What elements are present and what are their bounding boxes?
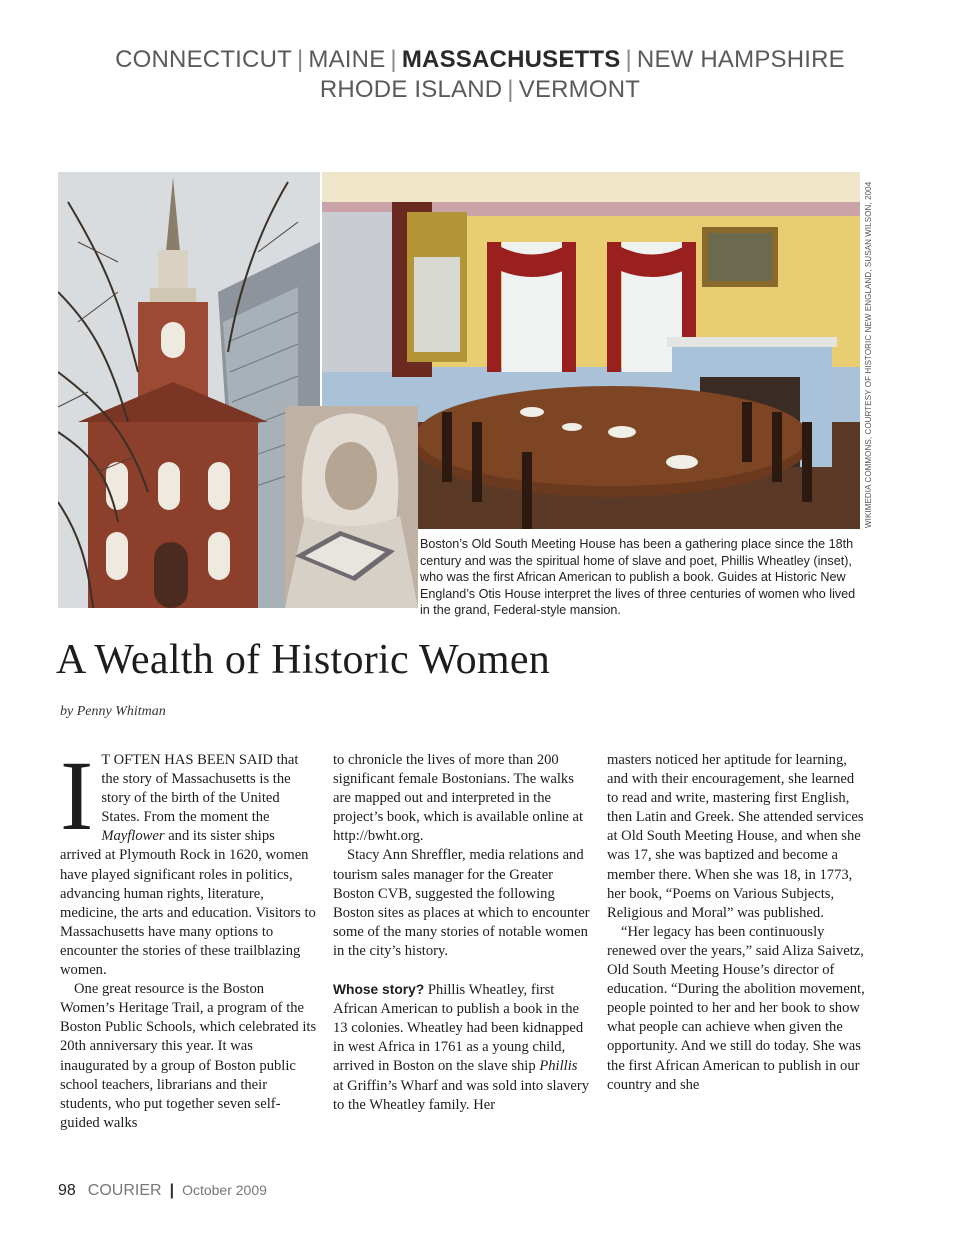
- page-footer: [58, 1182, 267, 1200]
- state-separator: |: [625, 46, 632, 73]
- church-photo: [58, 172, 320, 608]
- states-header-line1: [0, 46, 960, 74]
- paragraph-gap: [333, 961, 591, 980]
- footer-separator: |: [169, 1182, 175, 1199]
- article-paragraph: Stacy Ann Shreffler, media relations and tourism sales manager for the Greater Boston CVB, suggested the following Boston sites as places at which to encounter some of the many stories of notable women in the city’s history.: [333, 847, 590, 959]
- state-separator: |: [296, 46, 304, 73]
- issue-date: October 2009: [182, 1182, 267, 1198]
- state-separator: |: [507, 76, 514, 103]
- state-connecticut: CONNECTICUT: [115, 46, 292, 73]
- article-paragraph: to chronicle the lives of more than 200 significant female Bostonians. The walks are mapped out and interpreted in the project’s book, which is available online at http://bwht.org.: [333, 752, 584, 845]
- church-illustration: [58, 172, 320, 608]
- article-text: and its sister ships arrived at Plymouth Rock in 1620, women have played significant roles in politics, advancing human rights, literature, medicine, the arts and education. Visitors to Massachusetts have many options to encounter the stories of these trailblazing women.: [60, 828, 316, 979]
- state-rhode-island: RHODE ISLAND: [319, 76, 503, 103]
- section-lead: Whose story?: [333, 982, 425, 998]
- article-column-2: [333, 751, 591, 1115]
- article-title: A Wealth of Historic Women: [56, 637, 551, 683]
- article-paragraph: [60, 740, 318, 980]
- ship-name: Phillis: [539, 1058, 578, 1075]
- article-paragraph: [333, 980, 591, 1115]
- state-massachusetts: MASSACHUSETTS: [401, 46, 621, 73]
- photo-caption: Boston’s Old South Meeting House has been a gathering place since the 18th century and was the spiritual home of slave and poet, Phillis Wheatley (inset), who was the first African American to publish a book. Guides at Historic New England’s Otis House interpret the lives of three centuries of women who lived in the grand, Federal-style mansion.: [420, 537, 856, 617]
- state-vermont: VERMONT: [518, 76, 641, 103]
- article-text: T OFTEN HAS BEEN SAID that the story of Massachusetts is the story of the birth of the United States. From the moment the: [101, 752, 299, 826]
- article-paragraph: masters noticed her aptitude for learning, and with their encouragement, she learned to read and write, mastering first English, then Latin and Greek. She attended services at Old South Meeting House, and when she was 17, she was baptized and become a member there. When she was 18, in 1773, her book, “Poems on Various Subjects, Religious and Moral” was published.: [607, 752, 864, 921]
- article-paragraph: “Her legacy has been continuously renewed over the years,” said Aliza Saivetz, Old South Meeting House’s director of education. “During the abolition movement, people pointed to her and her book to show what people can achieve when given the opportunity. And we still do today. She was the first African American to publish in our country and she: [607, 923, 865, 1093]
- article-paragraph: One great resource is the Boston Women’s Heritage Trail, a program of the Boston Public Schools, which celebrated its 20th anniversary this year. It was inaugurated by a group of Boston public school teachers, librarians and their students, who put together seven self-guided walks: [60, 981, 317, 1131]
- article-text: at Griffin’s Wharf and was sold into slavery to the Wheatley family. Her: [333, 1077, 590, 1113]
- states-header-line2: [0, 76, 960, 104]
- statue-illustration: [285, 406, 418, 608]
- page-number: 98: [58, 1182, 76, 1199]
- article-byline: by Penny Whitman: [60, 704, 166, 719]
- article-column-1: [60, 740, 318, 1133]
- photo-credit: [864, 181, 876, 888]
- state-separator: |: [390, 46, 397, 73]
- photo-credit-text: WIKIMEDIA COMMONS, COURTESY OF HISTORIC NEW ENGLAND, SUSAN WILSON, 2004: [864, 181, 873, 528]
- article-column-3: [607, 751, 865, 1095]
- phillis-wheatley-statue-photo: [285, 406, 418, 608]
- state-maine: MAINE: [308, 46, 386, 73]
- state-new-hampshire: NEW HAMPSHIRE: [636, 46, 845, 73]
- ship-name: Mayflower: [101, 828, 165, 845]
- article-text: Phillis Wheatley, first African American to publish a book in the 13 colonies. Wheatley had been kidnapped in west Africa in 1761 as a young child, arrived in Boston on the slave ship: [333, 982, 584, 1075]
- magazine-name: COURIER: [87, 1182, 162, 1199]
- drop-cap: I: [60, 740, 94, 851]
